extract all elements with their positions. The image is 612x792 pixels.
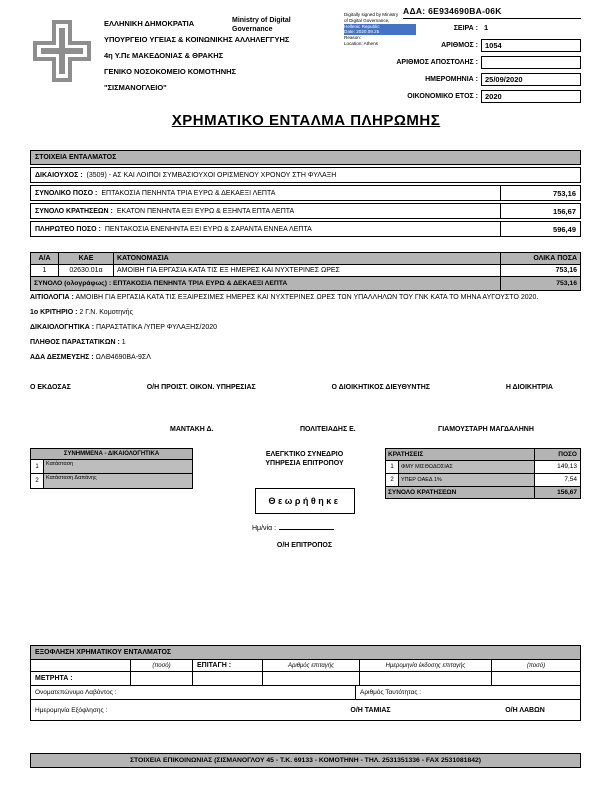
deduction-amount: 7,54	[534, 474, 580, 486]
list-item	[31, 474, 192, 488]
attachments-table	[30, 448, 193, 489]
stamp-detail-line: Location: Athens	[344, 40, 378, 46]
recipient-name-label: Ονοματεπώνυμο Λαβόντος :	[31, 686, 356, 699]
notes-section	[30, 293, 575, 368]
aitiologia-text: ΑΜΟΙΒΗ ΓΙΑ ΕΡΓΑΣΙΑ ΚΑΤΑ ΤΙΣ ΕΞΑΙΡΕΣΙΜΕΣ ΗΜΕΡΕΣ ΚΑΙ ΝΥΧΤΕΡΙΝΕΣ ΩΡΕΣ ΤΩΝ ΥΠΑΛΛΗΛΩΝ ΤΟΥ ΓΝΚ ΚΑΤΑ ΤΟ ΜΗΝΑ ΑΥΓΟΥΣΤΟ 2020.	[75, 294, 539, 301]
digital-signature-stamp	[232, 16, 291, 34]
imerominia-value: 25/09/2020	[481, 73, 581, 86]
imerominia-label: ΗΜΕΡΟΜΗΝΙΑ :	[425, 76, 478, 83]
ada-divider	[403, 18, 581, 19]
kae-table	[30, 252, 581, 291]
total-amount-label: ΣΥΝΟΛΙΚΟ ΠΟΣΟ :	[35, 189, 98, 197]
attachments-header: ΣΥΝΗΜΜΕΝΑ - ΔΙΚΑΙΟΛΟΓΗΤΙΚΑ	[31, 449, 192, 460]
row-description: ΑΜΟΙΒΗ ΓΙΑ ΕΡΓΑΣΙΑ ΚΑΤΑ ΤΙΣ ΕΞ ΗΜΕΡΕΣ ΚΑΙ ΝΥΧΤΕΡΙΝΕΣ ΩΡΕΣ	[117, 267, 340, 274]
plithos-note	[30, 338, 575, 348]
ada-number: ΑΔΑ: 6Ε934690ΒΑ-06Κ	[403, 6, 502, 16]
total-amount-value: 753,16	[500, 186, 580, 200]
cash-amount-hint: (ποσό)	[131, 660, 193, 671]
plithos-value: 1	[121, 339, 126, 346]
audit-date-blank	[279, 522, 334, 530]
field-imerominia	[300, 73, 581, 86]
field-arithmos	[300, 39, 581, 52]
total-amount-row	[30, 185, 581, 201]
payable-amount-row	[30, 221, 581, 237]
settlement-header: ΕΞΟΦΛΗΣΗ ΧΡΗΜΑΤΙΚΟΥ ΕΝΤΑΛΜΑΤΟΣ	[30, 645, 581, 660]
recipient-row	[31, 686, 580, 700]
signature-name-1: ΜΑΝΤΑΚΗ Δ.	[170, 426, 214, 433]
field-arithmos-apostolis	[300, 56, 581, 69]
col-aa: Α/Α	[31, 253, 59, 264]
cheque-amount-hint: (ποσό)	[526, 662, 546, 669]
col-amount: ΠΟΣΟ	[534, 449, 580, 460]
signature-title-issuer: Ο ΕΚΔΟΣΑΣ	[30, 384, 71, 391]
org-hospital-name: "ΣΙΣΜΑΝΟΓΛΕΙΟ"	[104, 83, 167, 92]
cash-label: ΜΕΤΡΗΤΑ :	[31, 672, 131, 685]
cash-amount-cell	[131, 672, 193, 685]
audit-court-title: ΕΛΕΓΚΤΙΚΟ ΣΥΝΕΔΡΙΟ	[265, 451, 344, 458]
table-row	[386, 474, 580, 487]
settlement-date-label: Ημερομηνία Εξόφλησης :	[35, 706, 108, 714]
deductions-total-words: ΕΚΑΤΟΝ ΠΕΝΗΝΤΑ ΕΞΙ ΕΥΡΩ & ΕΞΗΝΤΑ ΕΠΤΑ ΛΕΠΤΑ	[116, 207, 295, 215]
kae-total-label: ΣΥΝΟΛΟ (ολογράφως) : ΕΠΤΑΚΟΣΙΑ ΠΕΝΗΝΤΑ ΤΡΙΑ ΕΥΡΩ & ΔΕΚΑΕΞΙ ΛΕΠΤΑ	[34, 280, 288, 287]
cheque-amount-cell	[492, 672, 580, 685]
col-kae: ΚΑΕ	[59, 253, 114, 264]
table-row	[386, 461, 580, 474]
hospital-cross-logo	[33, 20, 91, 82]
settlement-value-row	[31, 672, 580, 686]
deduction-number: 1	[386, 461, 399, 473]
row-aa: 1	[31, 265, 59, 276]
arithmos-value: 1054	[481, 39, 581, 52]
apostolis-label: ΑΡΙΘΜΟΣ ΑΠΟΣΤΟΛΗΣ :	[396, 59, 478, 66]
seira-label: ΣΕΙΡΑ :	[453, 25, 478, 32]
stamp-detail-line: Date: 2020.09.25	[344, 29, 416, 35]
etos-label: ΟΙΚΟΝΟΜΙΚΟ ΕΤΟΣ :	[407, 93, 478, 100]
dikaiologitika-value: ΠΑΡΑΣΤΑΤΙΚΑ /ΥΠΕΡ ΦΥΛΑΞΗΣ/2020	[96, 324, 218, 331]
receiver-title: Ο/Η ΛΑΒΩΝ	[505, 706, 545, 714]
dikaiologitika-label: ΔΙΚΑΙΟΛΟΓΗΤΙΚΑ :	[30, 324, 95, 331]
table-row	[31, 264, 580, 276]
cheque-number-cell	[263, 672, 360, 685]
org-region: 4η Υ.Πε ΜΑΚΕΔΟΝΙΑΣ & ΘΡΑΚΗΣ	[104, 51, 224, 60]
cheque-date-hint: Ημερομηνία έκδοσης επιταγής	[360, 660, 492, 671]
stamp-detail-line: Hellenic Republic	[344, 24, 416, 30]
aitiologia-label: ΑΙΤΙΟΛΟΓΙΑ :	[30, 294, 74, 301]
audit-court-subtitle: ΥΠΗΡΕΣΙΑ ΕΠΙΤΡΟΠΟΥ	[265, 460, 344, 467]
stamp-detail-line: Reason:	[344, 35, 362, 41]
stamp-detail-line: Digitally signed by Ministry	[344, 12, 399, 17]
signature-titles	[30, 384, 581, 391]
contact-footer: ΣΤΟΙΧΕΙΑ ΕΠΙΚΟΙΝΩΝΙΑΣ (ΣΙΣΜΑΝΟΓΛΟΥ 45 - Τ.Κ. 69133 - ΚΟΜΟΤΗΝΗ - ΤΗΛ. 2531351336 - FAX 2531081842)	[30, 753, 581, 768]
attachment-number: 1	[31, 460, 44, 473]
beneficiary-label: ΔΙΚΑΙΟΥΧΟΣ :	[35, 171, 83, 179]
header-fields	[300, 22, 581, 107]
beneficiary-row	[30, 167, 581, 183]
kae-total-row	[31, 276, 580, 290]
deductions-total-label: ΣΥΝΟΛΟ ΚΡΑΤΗΣΕΩΝ	[388, 489, 457, 496]
beneficiary-value: (3509) - ΑΣ ΚΑΙ ΛΟΙΠΟΙ ΣΥΜΒΑΣΙΟΥΧΟΙ ΟΡΙΣΜΕΝΟΥ ΧΡΟΝΟΥ ΣΤΗ ΦΥΛΑΞΗ	[86, 171, 337, 179]
col-deductions: ΚΡΑΤΗΣΕΙΣ	[388, 451, 424, 458]
deduction-amount: 149,13	[534, 461, 580, 473]
cheque-date-cell	[360, 672, 492, 685]
deduction-name: ΦΜΥ ΜΙΣΘΩΔΟΣΙΑΣ	[399, 461, 534, 473]
audit-date-row	[222, 522, 387, 532]
ada-desmeusis-note	[30, 353, 575, 363]
settlement-table	[30, 660, 581, 721]
field-oikonomiko-etos	[300, 90, 581, 103]
stamp-title-line: Governance	[232, 26, 273, 33]
apostolis-value	[481, 56, 581, 69]
stamp-detail-line: of Digital Governance,	[344, 17, 390, 23]
attachment-text: Κατάσταση Δαπάνης	[44, 474, 192, 488]
deductions-total-row	[386, 487, 580, 498]
payable-amount-words: ΠΕΝΤΑΚΟΣΙΑ ΕΝΕΝΗΝΤΑ ΕΞΙ ΕΥΡΩ & ΣΑΡΑΝΤΑ ΕΝΝΕΑ ΛΕΠΤΑ	[104, 225, 312, 233]
signature-title-governor: Η ΔΙΟΙΚΗΤΡΙΑ	[505, 384, 553, 391]
stamp-title-line: Ministry of Digital	[232, 17, 291, 24]
signature-name-2: ΠΟΛΙΤΕΙΑΔΗΣ Ε.	[300, 426, 356, 433]
payable-amount-value: 596,49	[500, 222, 580, 236]
col-amount: ΟΛΙΚΑ ΠΟΣΑ	[500, 253, 580, 264]
approved-stamp-box: Θεωρήθηκε	[255, 488, 355, 514]
deduction-number: 2	[386, 474, 399, 486]
document-title: ΧΡΗΜΑΤΙΚΟ ΕΝΤΑΛΜΑ ΠΛΗΡΩΜΗΣ	[171, 112, 441, 129]
order-details-section	[30, 150, 581, 291]
signature-title-finance-head: Ο/Η ΠΡΟΙΣΤ. ΟΙΚΟΝ. ΥΠΗΡΕΣΙΑΣ	[146, 384, 256, 391]
signature-name-3: ΓΙΑΜΟΥΣΤΑΡΗ ΜΑΓΔΑΛΗΝΗ	[438, 426, 534, 433]
row-amount: 753,16	[500, 265, 580, 276]
deductions-table	[385, 448, 581, 499]
audit-date-label: Ημ/νία :	[252, 525, 277, 532]
attachment-number: 2	[31, 474, 44, 488]
order-details-header: ΣΤΟΙΧΕΙΑ ΕΝΤΑΛΜΑΤΟΣ	[30, 150, 581, 165]
aitiologia-note	[30, 293, 575, 303]
deductions-total-label: ΣΥΝΟΛΟ ΚΡΑΤΗΣΕΩΝ :	[35, 207, 113, 215]
payable-amount-label: ΠΛΗΡΩΤΕΟ ΠΟΣΟ :	[35, 225, 101, 233]
cashier-title: Ο/Η ΤΑΜΙΑΣ	[350, 706, 391, 714]
list-item	[31, 460, 192, 474]
row-kae: 02630.01α	[59, 265, 114, 276]
ada-desmeusis-value: ΩΛΘ4690ΒΑ-9ΣΛ	[95, 354, 151, 361]
kritirio-label: 1ο ΚΡΙΤΗΡΙΟ :	[30, 309, 78, 316]
attachment-text: Κατάσταση	[44, 460, 192, 473]
kae-total-amount: 753,16	[500, 277, 580, 290]
kae-table-header	[31, 253, 580, 264]
deductions-total-amount: 156,67	[534, 487, 580, 498]
signature-title-admin-director: Ο ΔΙΟΙΚΗΤΙΚΟΣ ΔΙΕΥΘΥΝΤΗΣ	[331, 384, 430, 391]
deductions-total-row	[30, 203, 581, 219]
org-hospital: ΓΕΝΙΚΟ ΝΟΣΟΚΟΜΕΙΟ ΚΟΜΟΤΗΝΗΣ	[104, 67, 237, 76]
audit-court-block	[222, 450, 387, 549]
empty-cell	[31, 660, 131, 671]
etos-value: 2020	[481, 90, 581, 103]
kritirio-value: 2 Γ.Ν. Κομοτηνής	[79, 309, 133, 316]
col-name: ΚΑΤΟΝΟΜΑΣΙΑ	[117, 255, 169, 262]
cheque-label: ΕΠΙΤΑΓΗ :	[193, 660, 263, 671]
deductions-header	[386, 449, 580, 461]
ada-desmeusis-label: ΑΔΑ ΔΕΣΜΕΥΣΗΣ :	[30, 354, 94, 361]
kritirio-note	[30, 308, 575, 318]
signature-names	[0, 426, 612, 438]
field-seira	[300, 22, 581, 35]
total-amount-words: ΕΠΤΑΚΟΣΙΑ ΠΕΝΗΝΤΑ ΤΡΙΑ ΕΥΡΩ & ΔΕΚΑΕΞΙ ΛΕΠΤΑ	[101, 189, 276, 197]
identity-number-label: Αριθμός Ταυτότητας :	[360, 689, 422, 696]
dikaiologitika-note	[30, 323, 575, 333]
settlement-hint-row	[31, 660, 580, 672]
settlement-signature-row	[31, 700, 580, 720]
org-republic: ΕΛΛΗΝΙΚΗ ΔΗΜΟΚΡΑΤΙΑ	[104, 19, 195, 28]
org-ministry: ΥΠΟΥΡΓΕΙΟ ΥΓΕΙΑΣ & ΚΟΙΝΩΝΙΚΗΣ ΑΛΛΗΛΕΓΓΥΗΣ	[104, 35, 290, 44]
cheque-number-hint: Αριθμός επιταγής	[263, 660, 360, 671]
plithos-label: ΠΛΗΘΟΣ ΠΑΡΑΣΤΑΤΙΚΩΝ :	[30, 339, 120, 346]
deductions-total-value: 156,67	[500, 204, 580, 218]
empty-cell	[193, 672, 263, 685]
commissioner-title: Ο/Η ΕΠΙΤΡΟΠΟΣ	[276, 542, 333, 549]
arithmos-label: ΑΡΙΘΜΟΣ :	[441, 42, 478, 49]
deduction-name: ΥΠΕΡ ΟΑΕΔ 1%	[399, 474, 534, 486]
settlement-section	[30, 645, 581, 721]
seira-value: 1	[484, 23, 489, 32]
